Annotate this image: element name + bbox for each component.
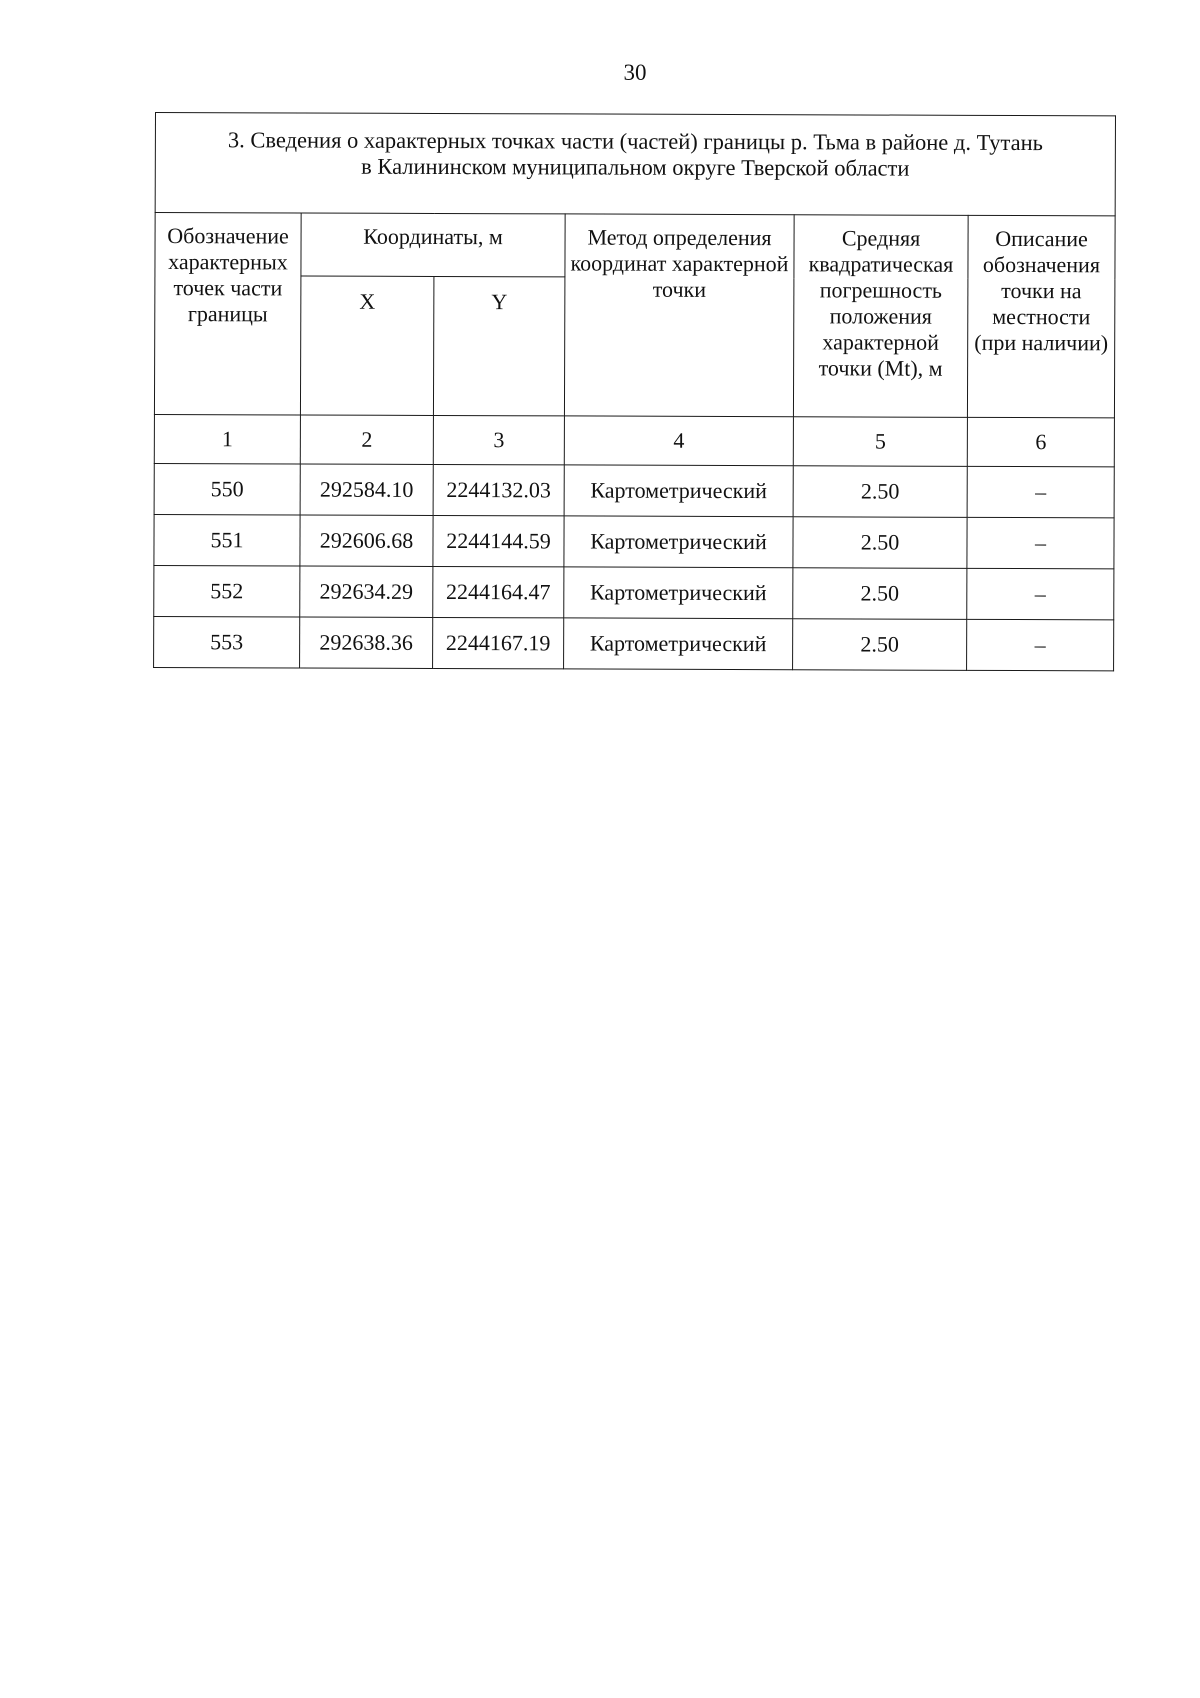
header-method-label: Метод определения координат характерной точки [570,224,789,302]
cell-y: 2244167.19 [433,617,564,668]
header-description-label: Описание обозначения точки на местности (при наличии) [974,225,1109,356]
cell-method: Картометрический [564,618,793,670]
cell-method: Картометрический [564,516,793,568]
column-number: 4 [564,416,793,466]
cell-x: 292638.36 [300,617,433,668]
column-number: 3 [433,415,564,464]
cell-y: 2244132.03 [433,464,564,515]
cell-method: Картометрический [564,567,793,619]
table-title-line-1: 3. Сведения о характерных точках части (частей) границы р. Тьма в районе д. Тутань [227,127,1043,156]
page-number: 30 [623,60,647,85]
column-numbers-row [154,414,1114,466]
cell-y: 2244144.59 [433,515,564,566]
column-number: 1 [154,414,300,464]
cell-error: 2.50 [793,466,967,518]
cell-description: – [967,619,1114,671]
cell-description: – [967,568,1114,620]
header-method [564,214,794,417]
cell-point: 551 [154,514,300,566]
table-row [154,565,1114,619]
header-point-label: Обозначение характерных точек части границы [167,223,289,327]
cell-error: 2.50 [793,568,967,620]
column-number: 5 [793,417,967,467]
cell-x: 292634.29 [300,566,433,617]
cell-y: 2244164.47 [433,566,564,617]
header-coords-label: Координаты, м [363,223,503,250]
cell-x: 292606.68 [300,515,433,566]
header-error [793,215,968,418]
cell-point: 552 [154,565,300,617]
table-row [154,514,1114,568]
boundary-points-table [153,112,1116,671]
table-row [154,616,1114,670]
cell-point: 553 [154,616,300,668]
table-title-line-2: в Калининском муниципальном округе Тверской области [361,153,910,181]
cell-x: 292584.10 [300,464,433,515]
header-y: Y [433,276,564,415]
cell-error: 2.50 [793,517,967,569]
table-title [155,113,1115,216]
cell-point: 550 [154,463,300,515]
column-number: 2 [300,415,433,464]
table-row [154,463,1114,517]
header-point [154,213,301,416]
header-x: X [300,276,433,415]
header-coords [301,213,565,277]
cell-error: 2.50 [793,619,967,671]
header-error-label: Средняя квадратическая погрешность положения характерной точки (Mt), м [808,225,954,381]
header-description [967,215,1115,418]
column-number: 6 [967,417,1114,467]
cell-description: – [967,517,1114,569]
cell-description: – [967,466,1114,518]
cell-method: Картометрический [564,465,793,517]
